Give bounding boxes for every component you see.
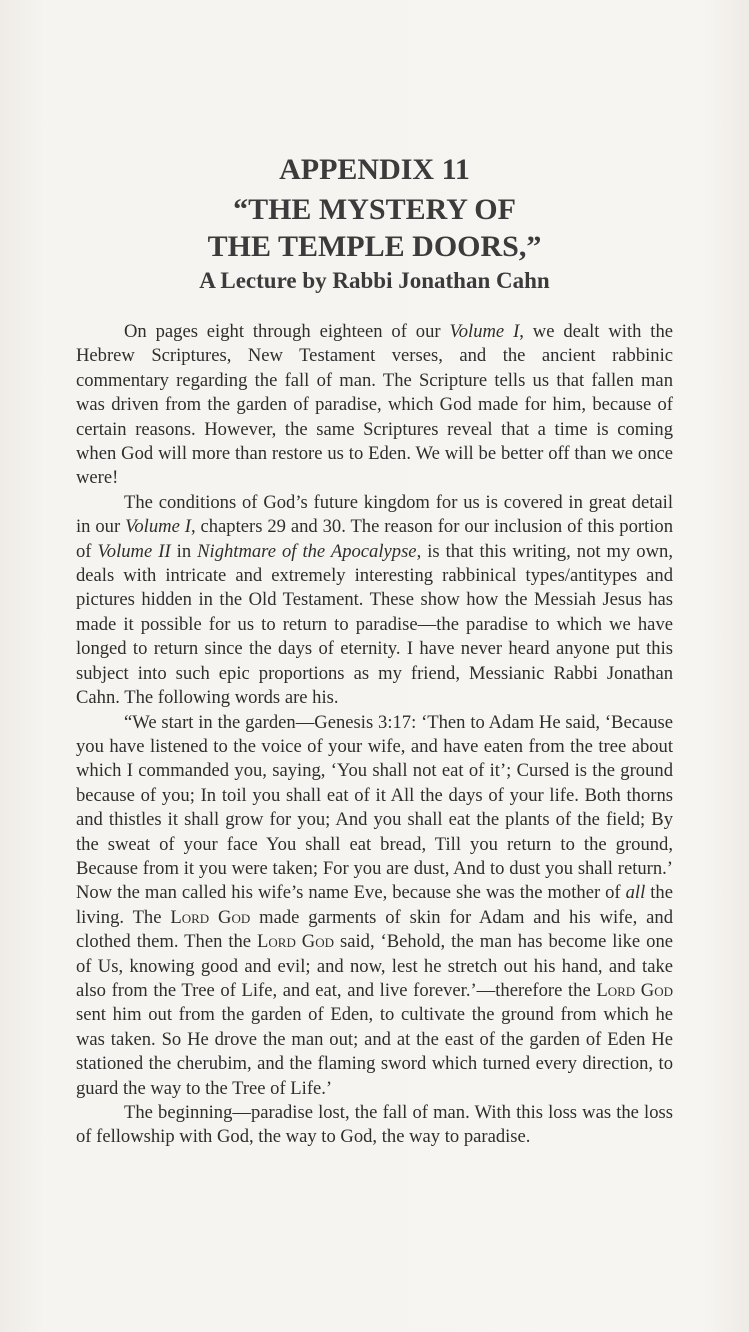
italic-run: Volume II (97, 540, 171, 562)
text-run: , we dealt with the Hebrew Scriptures, New Testament verses, and the ancient rabbinic commentary regarding the fall of man. The Scripture tells us that fallen man was driven from the garden of paradise, which God made for him, because of certain reasons. However, the same Scriptures reveal that a time is coming when God will more than restore us to Eden. We will be better off than we once were! (76, 321, 673, 489)
text-run: made garments of skin for Adam and his wife, and clothed them. Then the (76, 906, 673, 953)
italic-run: all (625, 882, 646, 904)
paragraph-2 (76, 491, 673, 711)
text-run: sent him out from the garden of Eden, to cultivate the ground from which he was taken. So He drove the man out; and at the east of the garden of Eden He stationed the cherubim, and the flaming sword which turned every direction, to guard the way to the Tree of Life.’ (76, 1004, 673, 1099)
text-run: , chapters 29 and 30. The reason for our inclusion of this portion of (76, 516, 673, 562)
text-run: , is that this writing, not my own, deals with intricate and extremely interesting rabbinical types/antitypes and pictures hidden in the Old Testament. These show how the Messiah Jesus has made it possible for us to return to paradise—the paradise to which we have longed to return since the days of eternity. I have never heard anyone put this subject into such epic proportions as my friend, Messianic Rabbi Jonathan Cahn. The following words are his. (76, 540, 673, 709)
text-run: the living. The (76, 882, 673, 928)
small-caps-run: Lord God (170, 906, 251, 928)
appendix-heading: APPENDIX 11 (279, 153, 470, 186)
italic-run: Volume I (449, 321, 520, 342)
paragraph-3 (76, 711, 673, 1102)
text-run: in (170, 540, 198, 562)
chapter-title-line-2: THE TEMPLE DOORS,” (207, 230, 542, 263)
text-run: On pages eight through eighteen of our (124, 321, 450, 342)
body-text (76, 320, 673, 1150)
paragraph-4 (76, 1101, 673, 1150)
italic-run: Volume I (125, 516, 191, 538)
small-caps-run: Lord God (257, 931, 335, 953)
italic-run: Nightmare of the Apocalypse (197, 540, 417, 562)
chapter-subtitle: A Lecture by Rabbi Jonathan Cahn (199, 268, 550, 293)
text-run: said, ‘Behold, the man has become like one of Us, knowing good and evil; and now, lest he stretch out his hand, and take also from the Tree of Life, and eat, and live forever.’—therefore the (76, 931, 673, 1001)
text-run: “We start in the garden—Genesis 3:17: ‘Then to Adam He said, ‘Because you have listened to the voice of your wife, and have eaten from the tree about which I commanded you, saying, ‘You shall not eat of it’; Cursed is the ground because of you; In toil you shall eat of it All the days of your life. Both thorns and thistles it shall grow for you; And you shall eat the plants of the field; By the sweat of your face You shall eat bread, Till you return to the ground, Because from it you were taken; For you are dust, And to dust you shall return.’ Now the man called his wife’s name Eve, because she was the mother of (76, 711, 673, 904)
text-run: The conditions of God’s future kingdom for us is covered in great detail in our (76, 491, 673, 538)
text-run: The beginning—paradise lost, the fall of man. With this loss was the loss of fellowship with God, the way to God, the way to paradise. (76, 1102, 673, 1148)
small-caps-run: Lord God (596, 979, 673, 1001)
chapter-title-line-1: “THE MYSTERY OF (233, 193, 516, 226)
paragraph-1 (76, 320, 673, 491)
